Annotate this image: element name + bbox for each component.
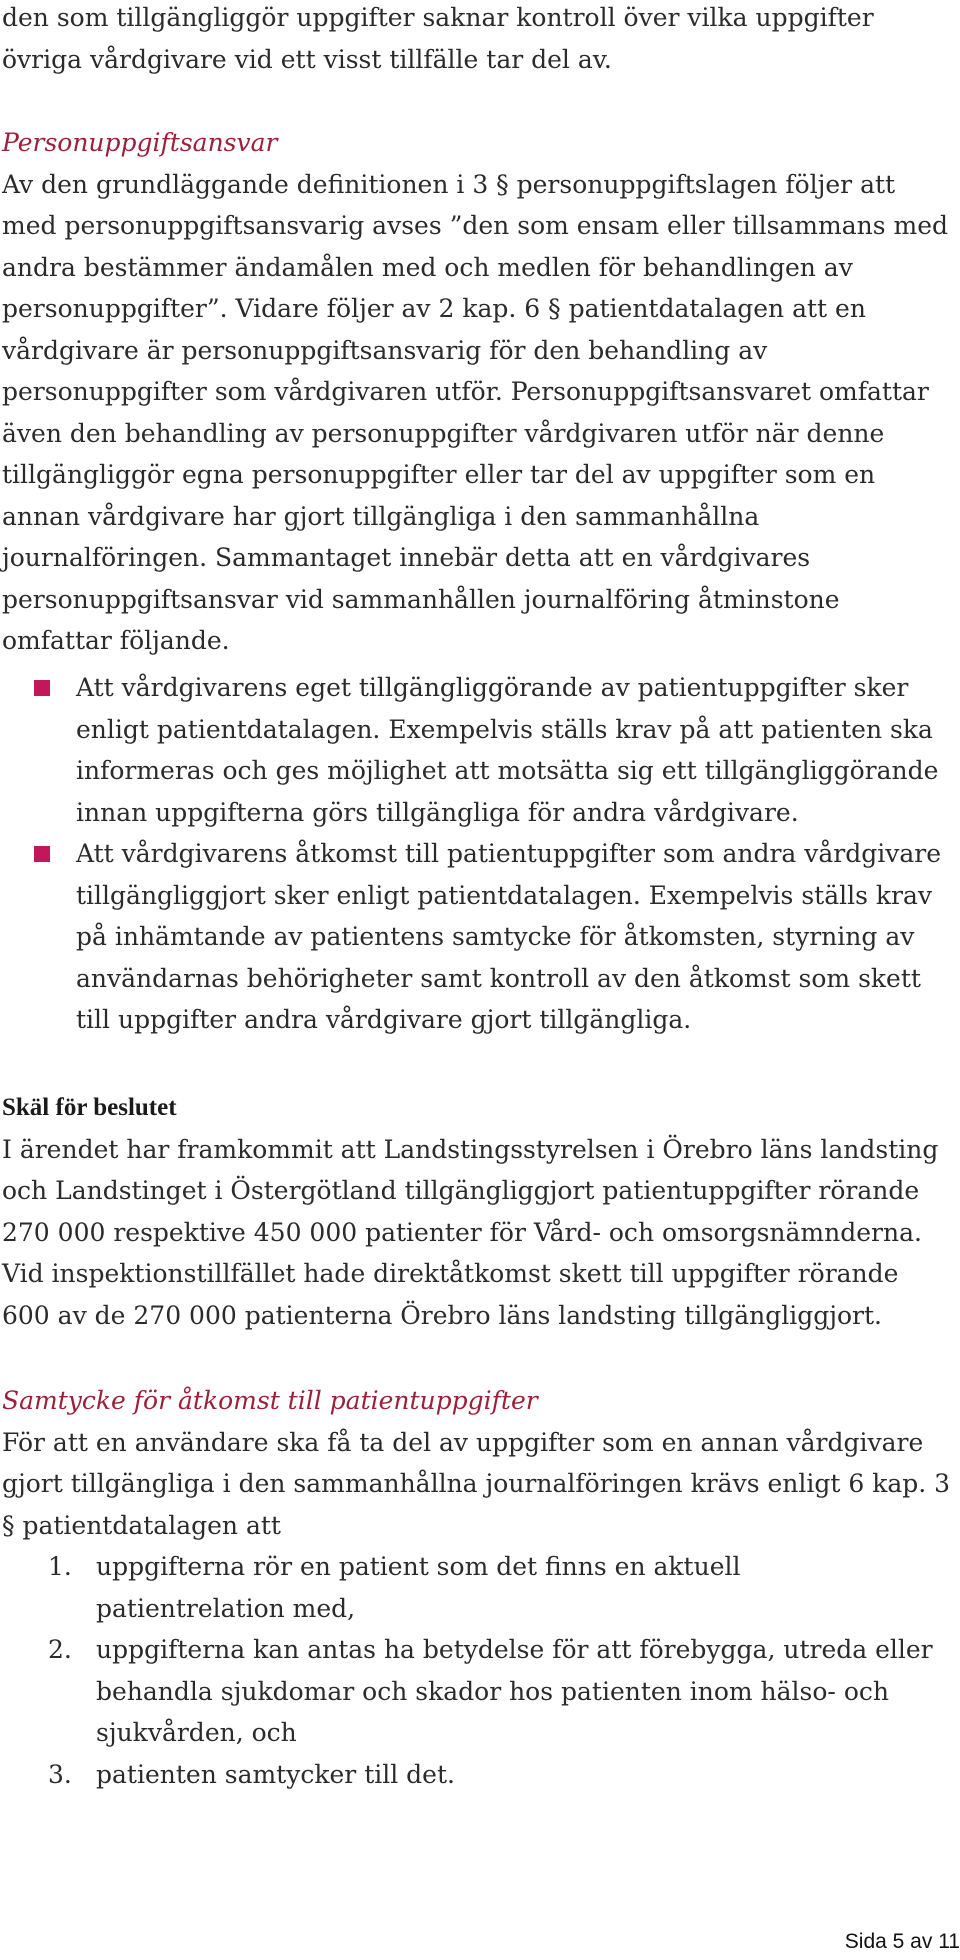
bullet-item-text: Att vårdgivarens åtkomst till patientuppgifter som andra vårdgivare tillgängliggjort sker enligt patientdatalagen. Exempelvis ställs krav på inhämtande av patientens samtycke för åtkomsten, styrning av användarnas behörigheter samt kontroll av den åtkomst som skett till uppgifter andra vårdgivare gjort tillgängliga. <box>76 839 942 1034</box>
section-heading-samtycke: Samtycke för åtkomst till patientuppgifter <box>2 1386 538 1415</box>
intro-paragraph: den som tillgängliggör uppgifter saknar kontroll över vilka uppgifter övriga vårdgivare vid ett visst tillfälle tar del av. <box>2 3 874 74</box>
list-number: 2. <box>48 1635 72 1664</box>
section-heading-skal: Skäl för beslutet <box>2 1094 177 1121</box>
bullet-item <box>2 833 954 1041</box>
list-item-text: uppgifterna kan antas ha betydelse för att förebygga, utreda eller behandla sjukdomar och skador hos patienten inom hälso- och sjukvården, och <box>96 1635 933 1747</box>
bullet-item-text: Att vårdgivarens eget tillgängliggörande av patientuppgifter sker enligt patientdatalagen. Exempelvis ställs krav på att patienten ska informeras och ges möjlighet att motsätta sig ett tillgängliggörande innan uppgifterna görs tillgängliga för andra vårdgivare. <box>76 673 939 827</box>
numbered-item <box>2 1546 936 1629</box>
list-number: 3. <box>48 1759 72 1789</box>
numbered-item <box>2 1629 936 1754</box>
list-item-text: uppgifterna rör en patient som det finns en aktuell patientrelation med, <box>96 1552 741 1623</box>
personuppgiftsansvar-section <box>2 122 954 662</box>
samtycke-section <box>2 1380 954 1795</box>
skal-body: I ärendet har framkommit att Landstingsstyrelsen i Örebro läns landsting och Landstinget i Östergötland tillgängliggjort patientuppgifter rörande 270 000 respektive 450 000 patienter för Vård- och omsorgsnämnderna. Vid inspektionstillfället hade direktåtkomst skett till uppgifter rörande 600 av de 270 000 patienterna Örebro läns landsting tillgängliggjort. <box>2 1134 939 1330</box>
intro-section <box>2 0 954 80</box>
numbered-list <box>2 1546 954 1795</box>
list-item-text: patienten samtycker till det. <box>96 1759 455 1789</box>
samtycke-body: För att en användare ska få ta del av uppgifter som en annan vårdgivare gjort tillgängliga i den sammanhållna journalföringen krävs enligt 6 kap. 3 § patientdatalagen att <box>2 1427 951 1540</box>
personuppgiftsansvar-body: Av den grundläggande definitionen i 3 § personuppgiftslagen följer att med personuppgiftsansvarig avses ”den som ensam eller tillsammans med andra bestämmer ändamålen med och medlen för behandlingen av personuppgifter”. Vidare följer av 2 kap. 6 § patientdatalagen att en vårdgivare är personuppgiftsansvarig för den behandling av personuppgifter som vårdgivaren utför. Personuppgiftsansvaret omfattar även den behandling av personuppgifter vårdgivaren utför när denne tillgängliggör egna personuppgifter eller tar del av uppgifter som en annan vårdgivare har gjort tillgängliga i den sammanhållna journalföringen. Sammantaget innebär detta att en vårdgivares personuppgiftsansvar vid sammanhållen journalföring åtminstone omfattar följande. <box>2 169 948 655</box>
bullet-square-icon <box>34 680 50 696</box>
bullet-item <box>2 667 954 833</box>
list-number: 1. <box>48 1552 72 1581</box>
skal-section <box>2 1087 954 1336</box>
numbered-item <box>2 1754 936 1796</box>
bullet-list-section <box>2 667 954 1041</box>
bullet-square-icon <box>34 846 50 862</box>
page-footer <box>845 1924 960 1960</box>
page-number: Sida 5 av 11 <box>844 1930 960 1953</box>
section-heading-personuppgiftsansvar: Personuppgiftsansvar <box>2 128 278 157</box>
bullet-list <box>2 667 954 1041</box>
